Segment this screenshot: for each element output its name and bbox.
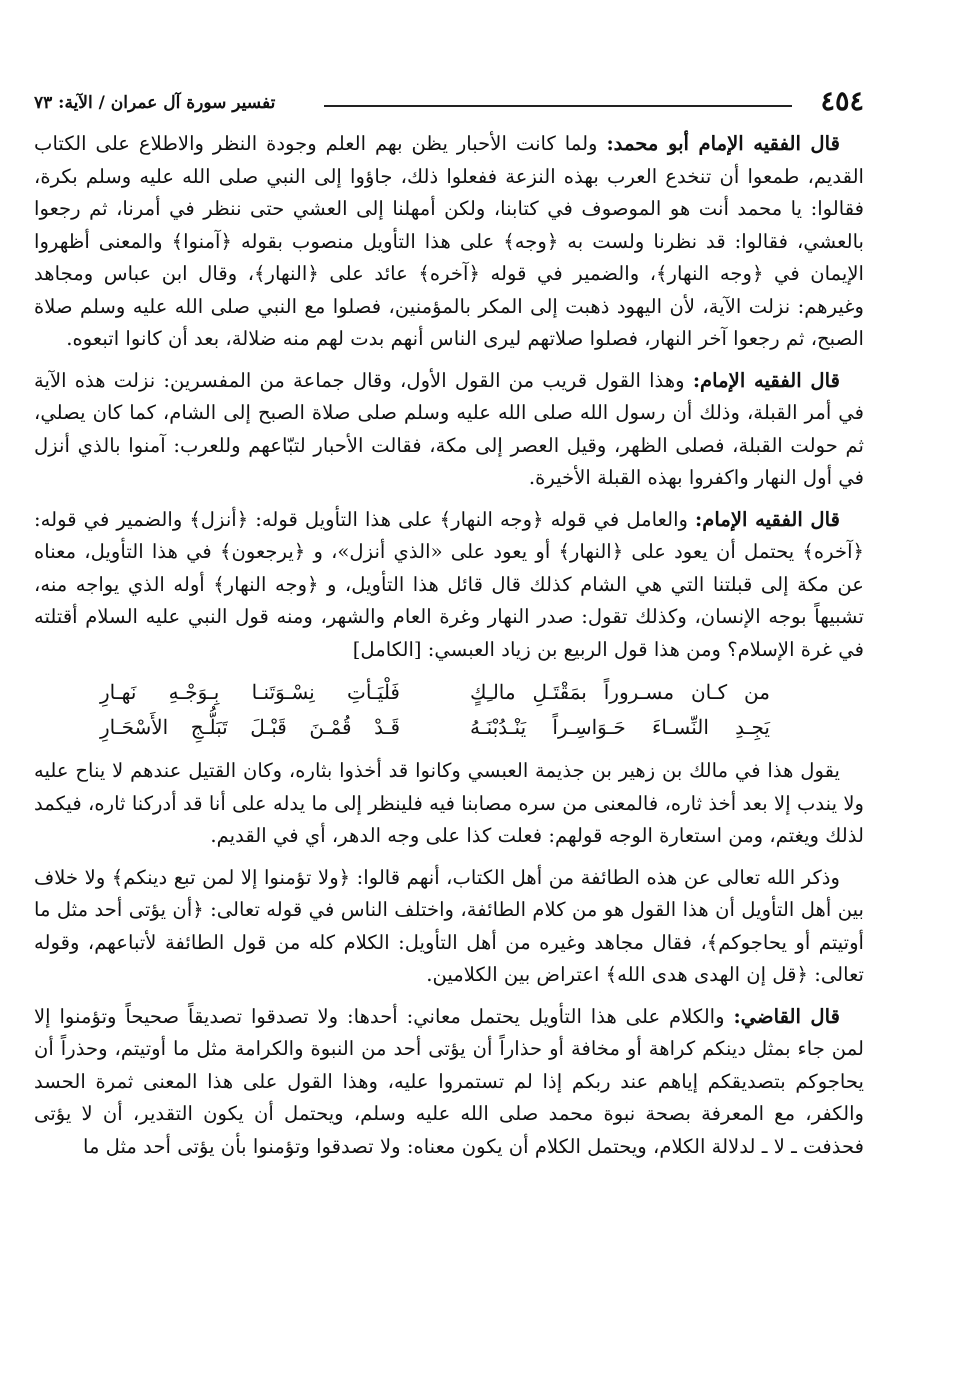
verse-line-2-second: قَـدْ قُمْـنَ قَبْـلَ تَبَلُّـجِ الأَسْحَـارِ — [100, 715, 400, 739]
page-number: ٤٥٤ — [820, 86, 864, 117]
paragraph-4: يقول هذا في مالك بن زهير بن جذيمة العبسي وكانوا قد أخذوا بثاره، وكان القتيل عندهم لا يناح عليه ولا يندب إلا بعد أخذ ثاره، فالمعنى من سره مصابنا فيه فلينظر إلى ما يدله على أنا قد أدركنا ثاره، فيكمد لذلك ويغتم، ومن استعارة الوجه قولهم: فعلت كذا على وجه الدهر، أي في القديم. — [34, 759, 864, 847]
paragraph-6-lead: قال القاضي: — [733, 1004, 840, 1028]
paragraph-2-text: وهذا القول قريب من القول الأول، وقال جماعة من المفسرين: نزلت هذه الآية في أمر القبلة، وذلك أن رسول الله صلى الله عليه وسلم صلى صلاة الصبح إلى الشام، كما كان يصلي، ثم حولت القبلة، فصلى الظهر، وقيل العصر إلى مكة، فقالت الأحبار لتبّاعهم وللعرب: آمنوا بالذي أنزل في أول النهار واكفروا بهذه القبلة الأخيرة. — [34, 368, 864, 489]
verse-line — [34, 710, 864, 745]
header-rule — [324, 105, 792, 107]
verse-line-2-first: يَجِـدِ النِّسـاءَ حَـوَاسِـراً يَنْـدُبْنَـهُ — [470, 715, 770, 739]
paragraph-6-text: والكلام على هذا التأويل يحتمل معاني: أحدها: ولا تصدقوا تصديقاً صحيحاً وتؤمنوا إلا لمن جاء بمثل دينكم كراهة أو مخافة أو حذاراً أن يؤتى أحد من النبوة والكرامة مثل ما أوتيتم، وحذراً أن يحاجوكم بتصديقكم إياهم عند ربكم إذا لم تستمروا عليه، وهذا القول على هذا المعنى ثمرة الحسد والكفر، مع المعرفة بصحة نبوة محمد صلى الله عليه وسلم، ويحتمل أن يكون التقدير، أن لا يؤتى فحذفت ـ لا ـ لدلالة الكلام، ويحتمل الكلام أن يكون معناه: ولا تصدقوا وتؤمنوا بأن يؤتى أحد مثل ما — [34, 1004, 864, 1158]
paragraph-1 — [34, 128, 864, 356]
paragraph-2 — [34, 365, 864, 495]
paragraph-3 — [34, 504, 864, 667]
paragraph-2-lead: قال الفقيه الإمام: — [692, 368, 840, 392]
paragraph-3-text: والعامل في قوله ﴿وجه النهار﴾ على هذا التأويل قوله: ﴿أنزل﴾ والضمير في قوله: ﴿آخره﴾ يحتمل أن يعود على ﴿النهار﴾ أو يعود على «الذي أنزل»، و ﴿يرجعون﴾ في هذا التأويل، معناه عن مكة إلى قبلتنا التي هي الشام كذلك قال قائل هذا التأويل، و ﴿وجه النهار﴾ أوله الذي يواجه منه، تشبيهاً بوجه الإنسان، وكذلك تقول: صدر النهار وغرة العام والشهر، ومنه قول النبي عليه السلام أقتلته في غرة الإسلام؟ ومن هذا قول الربيع بن زياد العبسي: [الكامل] — [34, 507, 864, 661]
paragraph-1-text: ولما كانت الأحبار يظن بهم العلم وجودة النظر والاطلاع على الكتاب القديم، طمعوا أن تنخدع العرب بهذه النزعة ففعلوا ذلك، جاؤوا إلى النبي صلى الله عليه وسلم بكرة، فقالوا: يا محمد أنت هو الموصوف في كتابنا، ولكن أمهلنا إلى العشي حتى ننظر في أمرنا، ثم رجعوا بالعشي، فقالوا: قد نظرنا ولست به ﴿وجه﴾ على هذا التأويل منصوب بقوله ﴿آمنوا﴾ والمعنى أظهروا الإيمان في ﴿وجه النهار﴾، والضمير في قوله ﴿آخره﴾ عائد على ﴿النهار﴾، وقال ابن عباس ومجاهد وغيرهم: نزلت الآية، لأن اليهود ذهبت إلى المكر بالمؤمنين، فصلوا مع النبي صلى الله عليه وسلم صلاة الصبح، ثم رجعوا آخر النهار، فصلوا صلاتهم ليرى الناس أنهم بدت لهم منه ضلالة، بعد أن كانوا اتبعوه. — [34, 132, 864, 350]
paragraph-1-lead: قال الفقيه الإمام أبو محمد: — [606, 132, 840, 155]
paragraph-6 — [34, 1001, 864, 1164]
verse-line-1-first: من كـان مسـروراً بمَقْتَـلِ مالـِكٍ — [470, 680, 770, 704]
verse-line — [34, 675, 864, 710]
page-header — [34, 86, 864, 120]
verse-line-1-second: فَلْيَـأتِ نِسْـوَتَنـا بِـوَجْـهِ نَهـارِ — [100, 680, 400, 704]
paragraph-5: وذكر الله تعالى عن هذه الطائفة من أهل الكتاب، أنهم قالوا: ﴿ولا تؤمنوا إلا لمن تبع دينكم﴾ ولا خلاف بين أهل التأويل أن هذا القول هو من كلام الطائفة، واختلف الناس في قوله تعالى: ﴿أن يؤتى أحد مثل ما أوتيتم أو يحاجوكم﴾، فقال مجاهد وغيره من أهل التأويل: الكلام كله من قول الطائفة لأتباعهم، وقوله تعالى: ﴿قل إن الهدى هدى الله﴾ اعتراض بين الكلامين. — [34, 865, 864, 986]
poetry-verse — [34, 675, 864, 745]
page-body — [34, 128, 864, 1172]
paragraph-3-lead: قال الفقيه الإمام: — [695, 507, 840, 531]
running-title: تفسير سورة آل عمران / الآية: ٧٣ — [34, 93, 276, 113]
